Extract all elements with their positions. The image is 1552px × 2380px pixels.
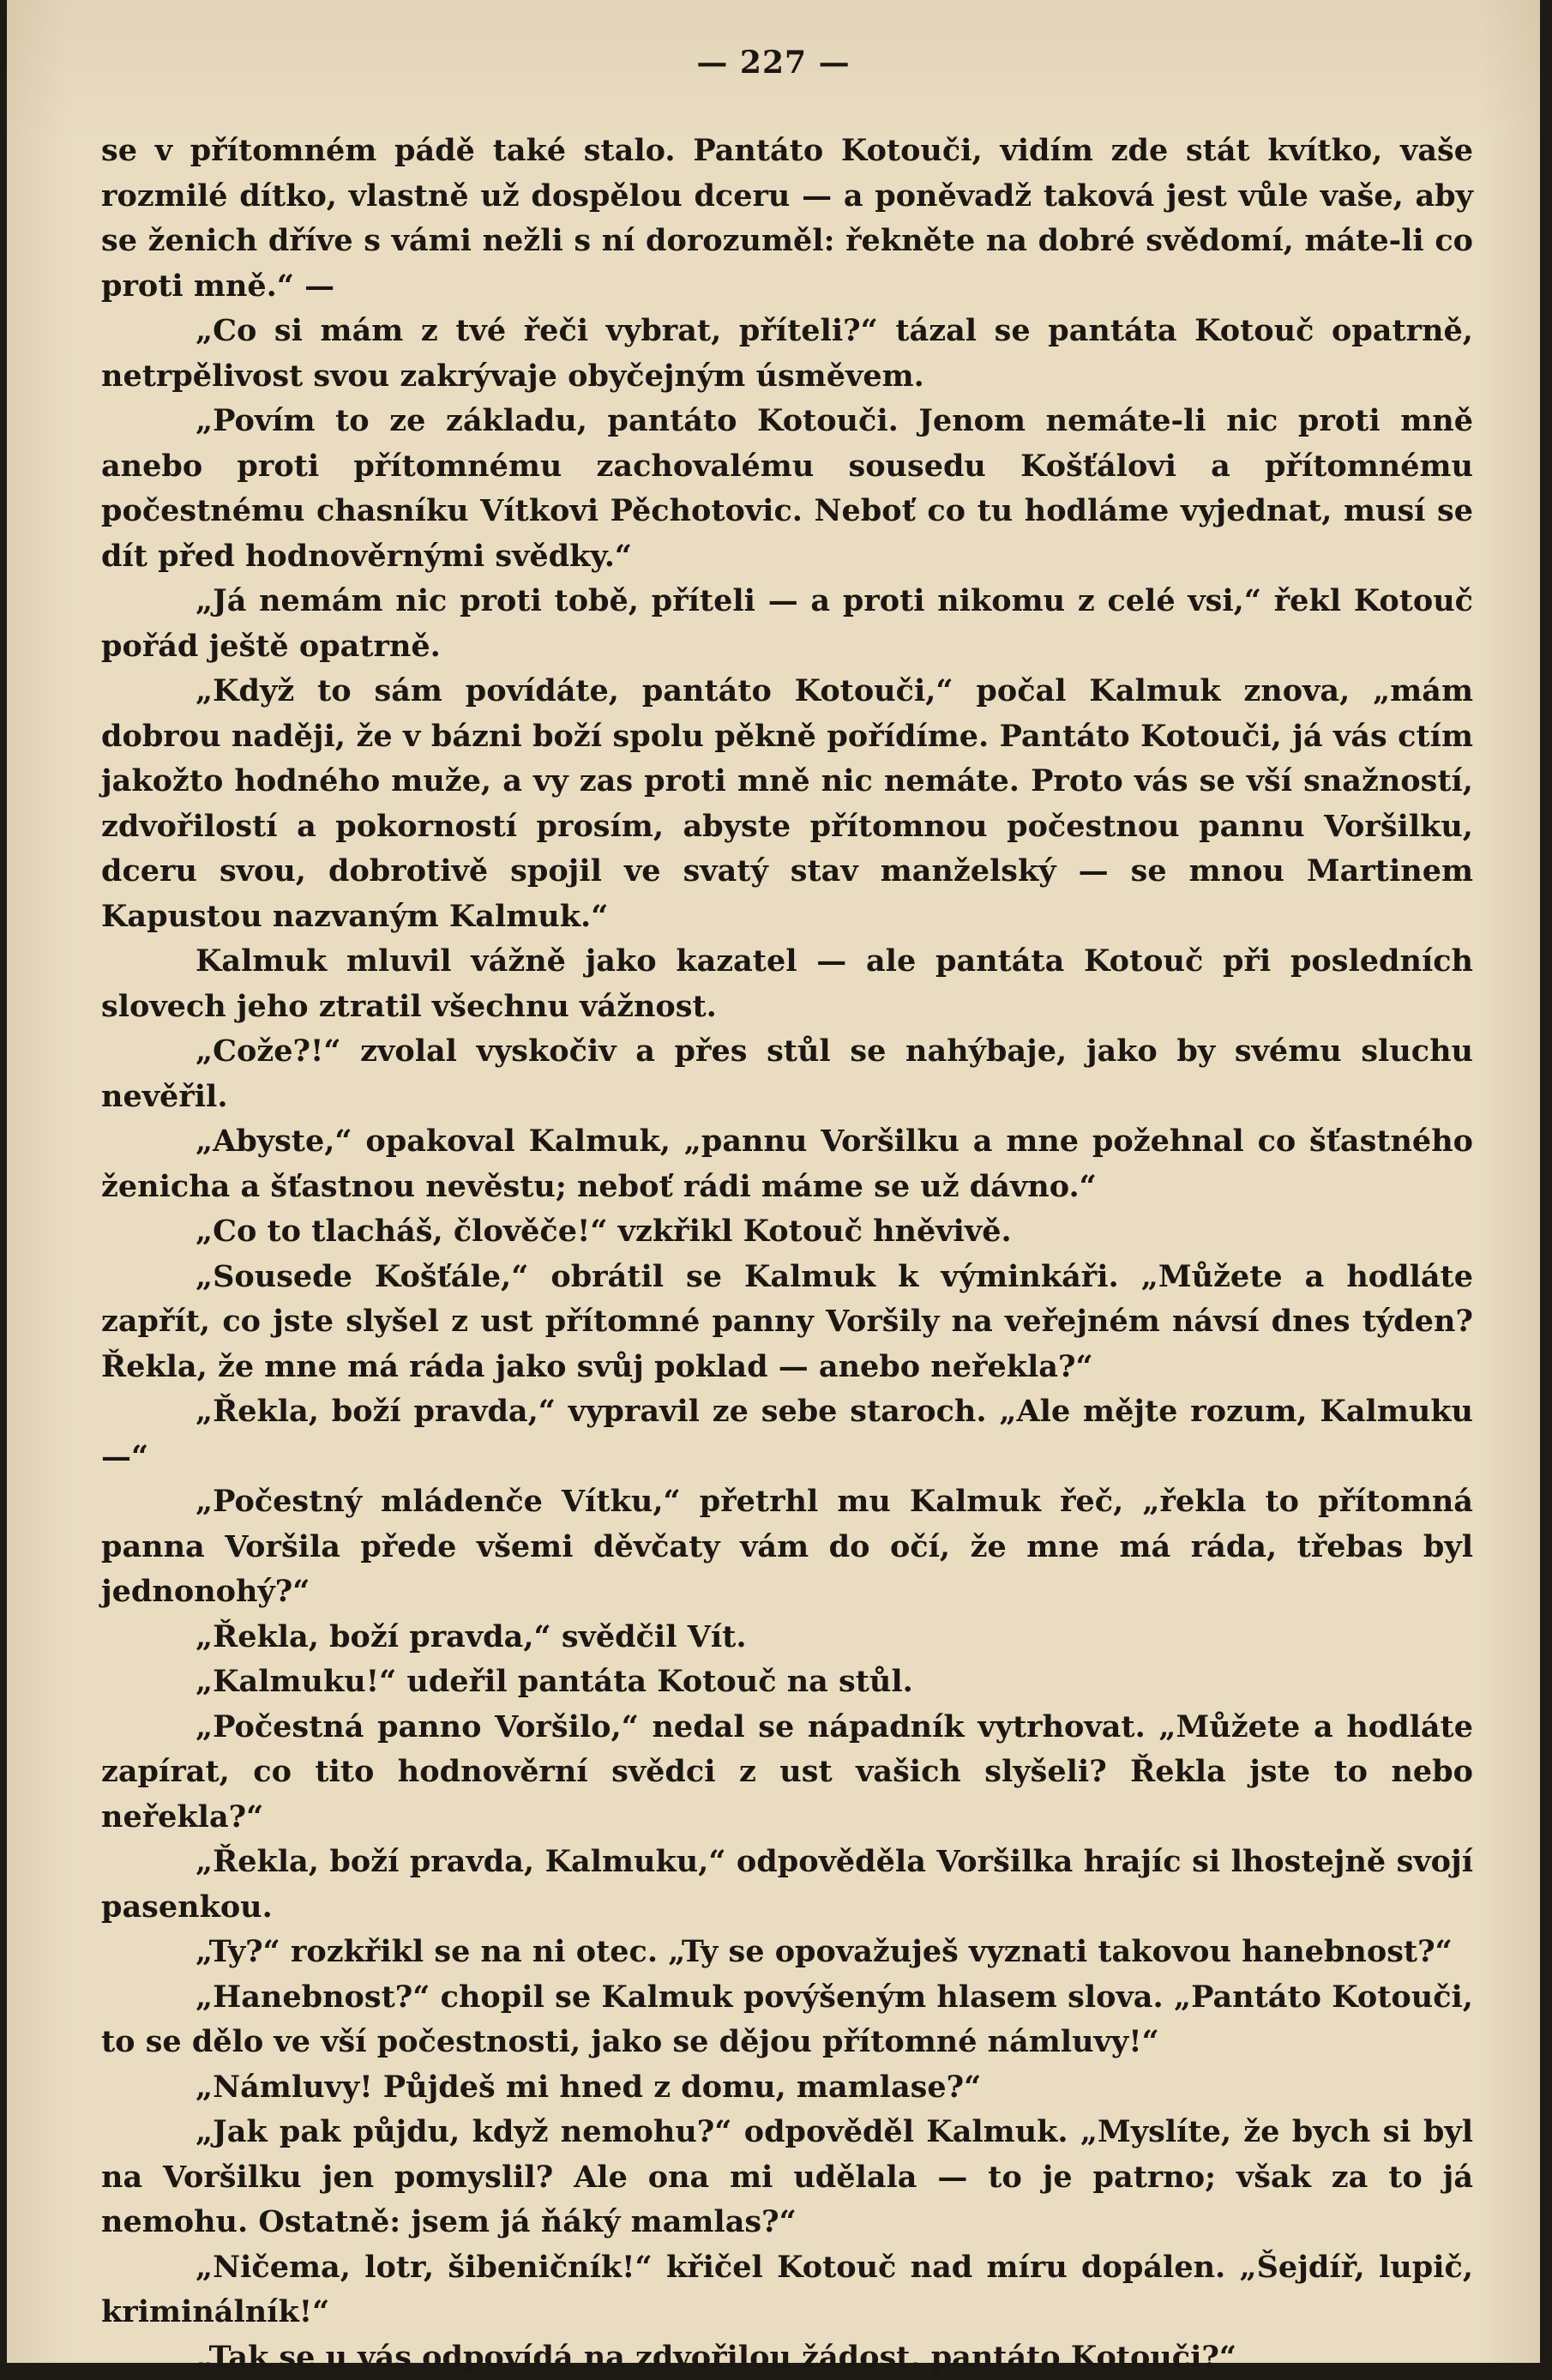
- paragraph: „Řekla, boží pravda,“ vypravil ze sebe staroch. „Ale mějte rozum, Kalmuku —“: [101, 1389, 1473, 1479]
- paragraph: „Co si mám z tvé řeči vybrat, příteli?“ tázal se pantáta Kotouč opatrně, netrpělivost svou zakrývaje obyčejným úsměvem.: [101, 309, 1473, 399]
- paragraph: „Cože?!“ zvolal vyskočiv a přes stůl se nahýbaje, jako by svému sluchu nevěřil.: [101, 1029, 1473, 1119]
- paragraph: „Námluvy! Půjdeš mi hned z domu, mamlase?“: [101, 2065, 1473, 2111]
- paragraph: „Povím to ze základu, pantáto Kotouči. Jenom nemáte-li nic proti mně anebo proti přítomnému zachovalému sousedu Košťálovi a přítomnému počestnému chasníku Vítkovi Pěchotovic. Neboť co tu hodláme vyjednat, musí se dít před hodnověrnými svědky.“: [101, 399, 1473, 579]
- paragraph: „Sousede Košťále,“ obrátil se Kalmuk k výminkáři. „Můžete a hodláte zapřít, co jste slyšel z ust přítomné panny Voršily na veřejném návsí dnes týden? Řekla, že mne má ráda jako svůj poklad — anebo neřekla?“: [101, 1255, 1473, 1390]
- paragraph: „Kalmuku!“ udeřil pantáta Kotouč na stůl.: [101, 1660, 1473, 1705]
- paragraph: „Když to sám povídáte, pantáto Kotouči,“ počal Kalmuk znova, „mám dobrou naději, že v bázni boží spolu pěkně pořídíme. Pantáto Kotouči, já vás ctím jakožto hodného muže, a vy zas proti mně nic nemáte. Proto vás se vší snažností, zdvořilostí a pokorností prosím, abyste přítomnou počestnou pannu Voršilku, dceru svou, dobrotivě spojil ve svatý stav manželský — se mnou Martinem Kapustou nazvaným Kalmuk.“: [101, 669, 1473, 939]
- paragraph: „Řekla, boží pravda, Kalmuku,“ odpověděla Voršilka hrajíc si lhostejně svojí pasenkou.: [101, 1840, 1473, 1930]
- paragraph: „Počestná panno Voršilo,“ nedal se nápadník vytrhovat. „Můžete a hodláte zapírat, co tito hodnověrní svědci z ust vašich slyšeli? Řekla jste to nebo neřekla?“: [101, 1705, 1473, 1841]
- paragraph: Kalmuk mluvil vážně jako kazatel — ale pantáta Kotouč při posledních slovech jeho ztratil všechnu vážnost.: [101, 939, 1473, 1029]
- paragraph: „Řekla, boží pravda,“ svědčil Vít.: [101, 1615, 1473, 1660]
- paragraph: „Hanebnost?“ chopil se Kalmuk povýšeným hlasem slova. „Pantáto Kotouči, to se dělo ve vší počestnosti, jako se dějou přítomné námluvy!“: [101, 1975, 1473, 2065]
- paragraph: „Počestný mládenče Vítku,“ přetrhl mu Kalmuk řeč, „řekla to přítomná panna Voršila přede všemi děvčaty vám do očí, že mne má ráda, třebas byl jednonohý?“: [101, 1479, 1473, 1615]
- book-page: [7, 0, 1540, 2363]
- paragraph: „Já nemám nic proti tobě, příteli — a proti nikomu z celé vsi,“ řekl Kotouč pořád ještě opatrně.: [101, 579, 1473, 669]
- page-number: — 227 —: [7, 45, 1540, 81]
- paragraph: „Ničema, lotr, šibeničník!“ křičel Kotouč nad míru dopálen. „Šejdíř, lupič, kriminálník!“: [101, 2245, 1473, 2335]
- paragraph: se v přítomném pádě také stalo. Pantáto Kotouči, vidím zde stát kvítko, vaše rozmilé dítko, vlastně už dospělou dceru — a poněvadž taková jest vůle vaše, aby se ženich dříve s vámi nežli s ní dorozuměl: řekněte na dobré svědomí, máte-li co proti mně.“ —: [101, 129, 1473, 309]
- body-text: [101, 129, 1473, 2380]
- paragraph: „Jak pak půjdu, když nemohu?“ odpověděl Kalmuk. „Myslíte, že bych si byl na Voršilku jen pomyslil? Ale ona mi udělala — to je patrno; však za to já nemohu. Ostatně: jsem já ňáký mamlas?“: [101, 2110, 1473, 2245]
- paragraph: „Ty?“ rozkřikl se na ni otec. „Ty se opovažuješ vyznati takovou hanebnost?“: [101, 1930, 1473, 1975]
- paragraph: „Abyste,“ opakoval Kalmuk, „pannu Voršilku a mne požehnal co šťastného ženicha a šťastnou nevěstu; neboť rádi máme se už dávno.“: [101, 1119, 1473, 1209]
- paragraph: „Co to tlacháš, člověče!“ vzkřikl Kotouč hněvivě.: [101, 1209, 1473, 1255]
- paragraph: „Tak se u vás odpovídá na zdvořilou žádost, pantáto Kotouči?“: [101, 2335, 1473, 2380]
